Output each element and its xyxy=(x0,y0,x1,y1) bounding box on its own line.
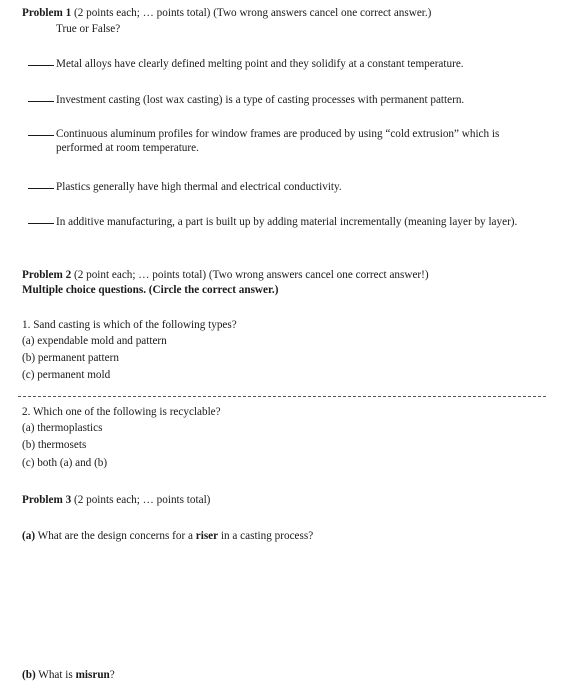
q2-option-b[interactable]: (b) thermosets xyxy=(22,439,87,451)
problem3-header xyxy=(22,493,210,507)
answer-blank[interactable] xyxy=(28,135,54,136)
problem2-label: Problem 2 xyxy=(22,269,72,281)
tf-item-text: Metal alloys have clearly defined melting point and they solidify at a constant temperature. xyxy=(56,58,464,70)
question-3b-keyword: misrun xyxy=(75,669,110,681)
problem3-label: Problem 3 xyxy=(22,494,72,506)
q1-option-a[interactable]: (a) expendable mold and pattern xyxy=(22,335,167,347)
problem1-header xyxy=(22,6,431,20)
answer-blank[interactable] xyxy=(28,188,54,189)
tf-item-text: In additive manufacturing, a part is built up by adding material incrementally (meaning layer by layer). xyxy=(56,216,518,228)
question-3a-text-after: in a casting process? xyxy=(218,530,314,542)
q1-option-b[interactable]: (b) permanent pattern xyxy=(22,352,119,364)
question-3a-prefix: (a) xyxy=(22,530,36,542)
problem1-points: (2 points each; … points total) (Two wrong answers cancel one correct answer.) xyxy=(74,7,432,19)
question-3b-text-before: What is xyxy=(35,669,76,681)
question-3a-keyword: riser xyxy=(195,530,219,542)
tf-item-text: Continuous aluminum profiles for window frames are produced by using “cold extrusion” which is performed at room temperature. xyxy=(56,128,500,154)
tf-item-2 xyxy=(28,93,543,109)
tf-item-5 xyxy=(28,215,543,247)
tf-item-1 xyxy=(28,57,543,73)
question-3b xyxy=(22,668,115,682)
question-1: 1. Sand casting is which of the following types? xyxy=(22,319,237,331)
q1-option-c[interactable]: (c) permanent mold xyxy=(22,369,111,381)
problem1-subtitle: True or False? xyxy=(56,23,121,35)
problem2-subtitle: Multiple choice questions. (Circle the correct answer.) xyxy=(22,284,279,296)
divider xyxy=(18,396,546,397)
answer-blank[interactable] xyxy=(28,223,54,224)
tf-item-4 xyxy=(28,180,543,196)
tf-item-text: Plastics generally have high thermal and electrical conductivity. xyxy=(56,181,342,193)
question-3a xyxy=(22,529,313,543)
answer-blank[interactable] xyxy=(28,65,54,66)
question-3b-prefix: (b) xyxy=(22,669,36,681)
question-3a-text-before: What are the design concerns for a xyxy=(35,530,196,542)
problem1-label: Problem 1 xyxy=(22,7,72,19)
tf-item-3 xyxy=(28,127,543,159)
question-3b-text-after: ? xyxy=(109,669,115,681)
q2-option-c[interactable]: (c) both (a) and (b) xyxy=(22,457,108,469)
answer-blank[interactable] xyxy=(28,101,54,102)
q2-option-a[interactable]: (a) thermoplastics xyxy=(22,422,103,434)
problem2-points: (2 point each; … points total) (Two wrong answers cancel one correct answer!) xyxy=(74,269,429,281)
tf-item-text: Investment casting (lost wax casting) is a type of casting processes with permanent pattern. xyxy=(56,94,465,106)
problem2-header xyxy=(22,268,429,282)
question-2: 2. Which one of the following is recyclable? xyxy=(22,406,221,418)
problem3-points: (2 points each; … points total) xyxy=(74,494,211,506)
